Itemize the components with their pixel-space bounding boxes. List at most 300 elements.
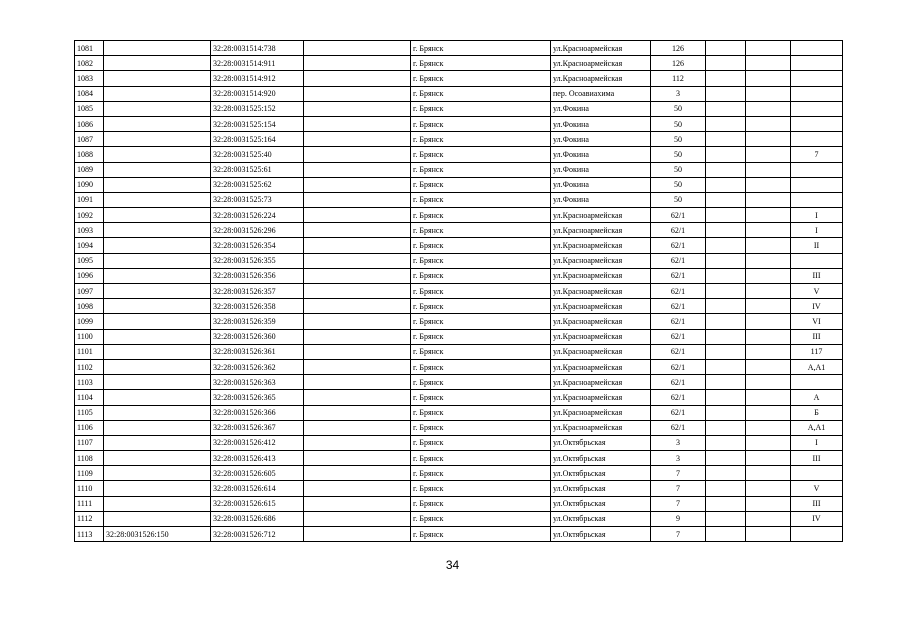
house-number: 62/1 [651, 420, 706, 435]
row-number: 1098 [75, 299, 104, 314]
city: г. Брянск [411, 132, 551, 147]
cadastral-number-2: 32:28:0031526:605 [211, 466, 304, 481]
empty-cell [304, 511, 411, 526]
empty-cell [706, 511, 746, 526]
empty-cell [746, 71, 791, 86]
cadastral-number [104, 405, 211, 420]
letter: IV [791, 511, 843, 526]
cadastral-number-2: 32:28:0031526:354 [211, 238, 304, 253]
house-number: 62/1 [651, 405, 706, 420]
empty-cell [304, 208, 411, 223]
cadastral-number [104, 86, 211, 101]
empty-cell [706, 481, 746, 496]
table-row [75, 405, 843, 420]
empty-cell [706, 329, 746, 344]
cadastral-number-2: 32:28:0031526:363 [211, 375, 304, 390]
empty-cell [746, 314, 791, 329]
table-row [75, 451, 843, 466]
cadastral-number [104, 192, 211, 207]
cadastral-number [104, 253, 211, 268]
empty-cell [706, 359, 746, 374]
cadastral-number [104, 223, 211, 238]
cadastral-number [104, 390, 211, 405]
city: г. Брянск [411, 390, 551, 405]
cadastral-number-2: 32:28:0031526:360 [211, 329, 304, 344]
row-number: 1085 [75, 101, 104, 116]
house-number: 50 [651, 116, 706, 131]
empty-cell [304, 359, 411, 374]
letter: А,А1 [791, 420, 843, 435]
row-number: 1093 [75, 223, 104, 238]
table-row [75, 238, 843, 253]
cadastral-number-2: 32:28:0031525:73 [211, 192, 304, 207]
row-number: 1101 [75, 344, 104, 359]
cadastral-number-2: 32:28:0031526:365 [211, 390, 304, 405]
empty-cell [706, 299, 746, 314]
letter [791, 162, 843, 177]
house-number: 62/1 [651, 299, 706, 314]
cadastral-number [104, 435, 211, 450]
cadastral-number [104, 299, 211, 314]
empty-cell [746, 466, 791, 481]
empty-cell [706, 238, 746, 253]
row-number: 1099 [75, 314, 104, 329]
cadastral-number [104, 511, 211, 526]
city: г. Брянск [411, 238, 551, 253]
street: ул.Фокина [551, 147, 651, 162]
empty-cell [304, 344, 411, 359]
cadastral-number-2: 32:28:0031526:359 [211, 314, 304, 329]
empty-cell [706, 496, 746, 511]
house-number: 50 [651, 147, 706, 162]
table-row [75, 177, 843, 192]
empty-cell [706, 405, 746, 420]
empty-cell [304, 375, 411, 390]
city: г. Брянск [411, 496, 551, 511]
letter: III [791, 268, 843, 283]
city: г. Брянск [411, 71, 551, 86]
cadastral-number-2: 32:28:0031526:361 [211, 344, 304, 359]
cadastral-number-2: 32:28:0031514:912 [211, 71, 304, 86]
empty-cell [746, 101, 791, 116]
table-row [75, 496, 843, 511]
table-row [75, 71, 843, 86]
letter [791, 116, 843, 131]
row-number: 1084 [75, 86, 104, 101]
house-number: 62/1 [651, 284, 706, 299]
table-row [75, 359, 843, 374]
empty-cell [304, 101, 411, 116]
empty-cell [304, 527, 411, 542]
letter: 7 [791, 147, 843, 162]
letter [791, 101, 843, 116]
street: ул.Фокина [551, 162, 651, 177]
street: ул.Красноармейская [551, 344, 651, 359]
city: г. Брянск [411, 223, 551, 238]
empty-cell [746, 268, 791, 283]
table-row [75, 162, 843, 177]
empty-cell [706, 253, 746, 268]
cadastral-number [104, 71, 211, 86]
letter: I [791, 208, 843, 223]
empty-cell [746, 375, 791, 390]
letter: III [791, 496, 843, 511]
empty-cell [746, 223, 791, 238]
street: ул.Октябрьская [551, 466, 651, 481]
empty-cell [706, 420, 746, 435]
empty-cell [746, 132, 791, 147]
house-number: 62/1 [651, 359, 706, 374]
letter [791, 375, 843, 390]
house-number: 50 [651, 101, 706, 116]
street: ул.Октябрьская [551, 527, 651, 542]
empty-cell [706, 192, 746, 207]
empty-cell [304, 435, 411, 450]
table-row [75, 101, 843, 116]
empty-cell [746, 192, 791, 207]
empty-cell [746, 344, 791, 359]
cadastral-number-2: 32:28:0031525:154 [211, 116, 304, 131]
cadastral-number-2: 32:28:0031525:61 [211, 162, 304, 177]
city: г. Брянск [411, 375, 551, 390]
row-number: 1095 [75, 253, 104, 268]
row-number: 1096 [75, 268, 104, 283]
empty-cell [706, 435, 746, 450]
letter [791, 177, 843, 192]
row-number: 1106 [75, 420, 104, 435]
letter: VI [791, 314, 843, 329]
house-number: 50 [651, 192, 706, 207]
empty-cell [706, 132, 746, 147]
row-number: 1097 [75, 284, 104, 299]
cadastral-number-2: 32:28:0031526:366 [211, 405, 304, 420]
row-number: 1087 [75, 132, 104, 147]
empty-cell [304, 162, 411, 177]
empty-cell [706, 344, 746, 359]
house-number: 112 [651, 71, 706, 86]
house-number: 126 [651, 41, 706, 56]
empty-cell [304, 177, 411, 192]
empty-cell [746, 116, 791, 131]
cadastral-number-2: 32:28:0031514:738 [211, 41, 304, 56]
letter [791, 71, 843, 86]
row-number: 1083 [75, 71, 104, 86]
letter [791, 253, 843, 268]
cadastral-number-2: 32:28:0031525:40 [211, 147, 304, 162]
city: г. Брянск [411, 511, 551, 526]
empty-cell [706, 41, 746, 56]
city: г. Брянск [411, 284, 551, 299]
table-row [75, 435, 843, 450]
cadastral-number-2: 32:28:0031514:920 [211, 86, 304, 101]
empty-cell [304, 41, 411, 56]
letter: 117 [791, 344, 843, 359]
empty-cell [746, 177, 791, 192]
empty-cell [706, 71, 746, 86]
cadastral-number-2: 32:28:0031526:355 [211, 253, 304, 268]
empty-cell [706, 116, 746, 131]
city: г. Брянск [411, 86, 551, 101]
street: ул.Красноармейская [551, 420, 651, 435]
house-number: 50 [651, 132, 706, 147]
empty-cell [304, 56, 411, 71]
empty-cell [706, 527, 746, 542]
empty-cell [746, 329, 791, 344]
house-number: 126 [651, 56, 706, 71]
street: ул.Красноармейская [551, 56, 651, 71]
row-number: 1112 [75, 511, 104, 526]
row-number: 1082 [75, 56, 104, 71]
cadastral-number [104, 56, 211, 71]
empty-cell [706, 223, 746, 238]
empty-cell [304, 451, 411, 466]
empty-cell [706, 56, 746, 71]
letter: IV [791, 299, 843, 314]
cadastral-number-2: 32:28:0031525:164 [211, 132, 304, 147]
cadastral-number [104, 329, 211, 344]
empty-cell [746, 299, 791, 314]
table-row [75, 390, 843, 405]
registry-table [74, 40, 843, 542]
empty-cell [706, 177, 746, 192]
empty-cell [304, 192, 411, 207]
cadastral-number-2: 32:28:0031526:224 [211, 208, 304, 223]
cadastral-number [104, 238, 211, 253]
letter [791, 132, 843, 147]
cadastral-number [104, 284, 211, 299]
cadastral-number [104, 101, 211, 116]
city: г. Брянск [411, 405, 551, 420]
street: ул.Красноармейская [551, 359, 651, 374]
cadastral-number-2: 32:28:0031525:152 [211, 101, 304, 116]
table-row [75, 41, 843, 56]
empty-cell [746, 41, 791, 56]
table-row [75, 284, 843, 299]
city: г. Брянск [411, 253, 551, 268]
house-number: 62/1 [651, 268, 706, 283]
row-number: 1094 [75, 238, 104, 253]
table-row [75, 116, 843, 131]
letter [791, 466, 843, 481]
empty-cell [706, 451, 746, 466]
table-row [75, 466, 843, 481]
empty-cell [304, 420, 411, 435]
table-row [75, 208, 843, 223]
letter: А,А1 [791, 359, 843, 374]
letter [791, 56, 843, 71]
cadastral-number-2: 32:28:0031526:357 [211, 284, 304, 299]
empty-cell [746, 496, 791, 511]
city: г. Брянск [411, 147, 551, 162]
row-number: 1104 [75, 390, 104, 405]
empty-cell [746, 208, 791, 223]
city: г. Брянск [411, 344, 551, 359]
cadastral-number-2: 32:28:0031514:911 [211, 56, 304, 71]
cadastral-number [104, 481, 211, 496]
row-number: 1109 [75, 466, 104, 481]
city: г. Брянск [411, 101, 551, 116]
cadastral-number-2: 32:28:0031525:62 [211, 177, 304, 192]
empty-cell [746, 390, 791, 405]
table-row [75, 132, 843, 147]
cadastral-number [104, 132, 211, 147]
city: г. Брянск [411, 162, 551, 177]
house-number: 62/1 [651, 238, 706, 253]
cadastral-number [104, 451, 211, 466]
empty-cell [304, 268, 411, 283]
row-number: 1107 [75, 435, 104, 450]
city: г. Брянск [411, 192, 551, 207]
empty-cell [304, 314, 411, 329]
house-number: 50 [651, 162, 706, 177]
empty-cell [706, 162, 746, 177]
cadastral-number-2: 32:28:0031526:358 [211, 299, 304, 314]
empty-cell [746, 435, 791, 450]
city: г. Брянск [411, 268, 551, 283]
street: ул.Красноармейская [551, 268, 651, 283]
letter [791, 86, 843, 101]
table-row [75, 192, 843, 207]
empty-cell [706, 86, 746, 101]
empty-cell [706, 375, 746, 390]
cadastral-number-2: 32:28:0031526:362 [211, 359, 304, 374]
cadastral-number [104, 162, 211, 177]
letter [791, 41, 843, 56]
row-number: 1081 [75, 41, 104, 56]
empty-cell [746, 56, 791, 71]
house-number: 9 [651, 511, 706, 526]
street: ул.Красноармейская [551, 253, 651, 268]
letter: II [791, 238, 843, 253]
row-number: 1088 [75, 147, 104, 162]
street: ул.Октябрьская [551, 496, 651, 511]
empty-cell [746, 451, 791, 466]
table-row [75, 253, 843, 268]
row-number: 1105 [75, 405, 104, 420]
cadastral-number-2: 32:28:0031526:614 [211, 481, 304, 496]
empty-cell [304, 86, 411, 101]
table-row [75, 314, 843, 329]
cadastral-number [104, 466, 211, 481]
cadastral-number [104, 147, 211, 162]
empty-cell [746, 253, 791, 268]
cadastral-number [104, 375, 211, 390]
row-number: 1100 [75, 329, 104, 344]
empty-cell [746, 147, 791, 162]
row-number: 1110 [75, 481, 104, 496]
empty-cell [746, 359, 791, 374]
empty-cell [746, 238, 791, 253]
table-row [75, 268, 843, 283]
table-row [75, 56, 843, 71]
cadastral-number-2: 32:28:0031526:296 [211, 223, 304, 238]
empty-cell [304, 71, 411, 86]
empty-cell [304, 466, 411, 481]
empty-cell [706, 101, 746, 116]
house-number: 62/1 [651, 375, 706, 390]
cadastral-number [104, 177, 211, 192]
empty-cell [706, 390, 746, 405]
street: ул.Красноармейская [551, 223, 651, 238]
empty-cell [706, 314, 746, 329]
house-number: 62/1 [651, 223, 706, 238]
city: г. Брянск [411, 299, 551, 314]
street: ул.Красноармейская [551, 405, 651, 420]
table-row [75, 527, 843, 542]
house-number: 62/1 [651, 344, 706, 359]
city: г. Брянск [411, 420, 551, 435]
empty-cell [746, 162, 791, 177]
empty-cell [746, 511, 791, 526]
empty-cell [706, 284, 746, 299]
cadastral-number [104, 496, 211, 511]
cadastral-number: 32:28:0031526:150 [104, 527, 211, 542]
table-row [75, 147, 843, 162]
house-number: 3 [651, 86, 706, 101]
street: ул.Красноармейская [551, 71, 651, 86]
house-number: 7 [651, 496, 706, 511]
row-number: 1086 [75, 116, 104, 131]
table-row [75, 344, 843, 359]
city: г. Брянск [411, 177, 551, 192]
row-number: 1113 [75, 527, 104, 542]
cadastral-number-2: 32:28:0031526:356 [211, 268, 304, 283]
cadastral-number [104, 420, 211, 435]
street: ул.Фокина [551, 132, 651, 147]
empty-cell [304, 299, 411, 314]
empty-cell [706, 268, 746, 283]
table-row [75, 86, 843, 101]
empty-cell [304, 496, 411, 511]
letter: III [791, 329, 843, 344]
city: г. Брянск [411, 359, 551, 374]
empty-cell [706, 147, 746, 162]
city: г. Брянск [411, 56, 551, 71]
street: ул.Октябрьская [551, 435, 651, 450]
empty-cell [304, 132, 411, 147]
cadastral-number-2: 32:28:0031526:412 [211, 435, 304, 450]
street: ул.Красноармейская [551, 375, 651, 390]
street: ул.Фокина [551, 101, 651, 116]
empty-cell [746, 405, 791, 420]
house-number: 50 [651, 177, 706, 192]
empty-cell [304, 284, 411, 299]
table-row [75, 299, 843, 314]
house-number: 7 [651, 481, 706, 496]
table-row [75, 329, 843, 344]
row-number: 1089 [75, 162, 104, 177]
house-number: 62/1 [651, 390, 706, 405]
street: ул.Красноармейская [551, 299, 651, 314]
empty-cell [746, 481, 791, 496]
row-number: 1090 [75, 177, 104, 192]
cadastral-number [104, 116, 211, 131]
empty-cell [304, 405, 411, 420]
city: г. Брянск [411, 314, 551, 329]
empty-cell [746, 86, 791, 101]
empty-cell [304, 329, 411, 344]
table-row [75, 481, 843, 496]
empty-cell [304, 147, 411, 162]
street: ул.Октябрьская [551, 511, 651, 526]
house-number: 3 [651, 451, 706, 466]
city: г. Брянск [411, 527, 551, 542]
table-row [75, 511, 843, 526]
empty-cell [304, 253, 411, 268]
letter: I [791, 435, 843, 450]
street: ул.Фокина [551, 192, 651, 207]
street: ул.Красноармейская [551, 284, 651, 299]
